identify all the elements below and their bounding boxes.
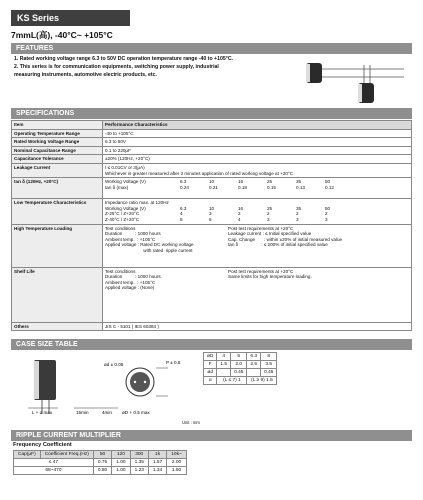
- case-cell: 8: [261, 353, 277, 361]
- low-temp-cell: 10: [209, 205, 215, 211]
- case-row: [204, 369, 277, 377]
- low-temp-cell: 25: [267, 205, 273, 211]
- ripple-cell: 1.50: [167, 467, 187, 475]
- tan-row: [105, 185, 354, 191]
- case-size-header: CASE SIZE TABLE: [11, 339, 412, 350]
- low-temp-caption: Impedance ratio max. at 120Hz: [105, 200, 169, 206]
- tan-cell: 16: [238, 179, 244, 185]
- spec-label: Leakage Current: [12, 163, 103, 177]
- series-subtitle: 7mmL(高), -40°C~ +105°C: [11, 30, 113, 40]
- spec-value: [103, 178, 412, 199]
- tan-cell: 0.18: [238, 184, 247, 190]
- tan-cell: tan δ (max): [105, 184, 129, 190]
- p-label: P ± 0.5: [166, 360, 181, 365]
- ripple-cell: 1.35: [130, 459, 148, 467]
- specifications-table: [11, 120, 412, 331]
- low-temp-cell: 2: [238, 211, 241, 217]
- low-temp-cell: Working Voltage (V): [105, 205, 146, 211]
- spec-label: Others: [12, 322, 103, 331]
- ripple-cell: 1.00: [112, 467, 130, 475]
- spec-label: Capacitance Tolerance: [12, 155, 103, 164]
- ripple-head-cell: 300: [130, 451, 148, 459]
- case-drawing: [18, 352, 198, 420]
- spec-perf-header: Performance Characteristics: [103, 121, 412, 130]
- case-cell: F: [204, 361, 217, 369]
- case-cell: 2.0: [231, 361, 247, 369]
- ripple-row: [14, 459, 187, 467]
- low-temp-cell: 3: [325, 216, 328, 222]
- spec-value: ±20% (120Hz, +20°C): [103, 155, 412, 164]
- low-temp-cell: 3: [267, 216, 270, 222]
- case-cell: α: [204, 377, 217, 385]
- spec-row-high-temp: [12, 224, 412, 267]
- high-temp-left-line: Duration : 1000 hours: [105, 231, 161, 237]
- ripple-cell: 0.80: [93, 467, 111, 475]
- spec-label: Low Temperature Characteristics: [12, 199, 103, 224]
- ripple-head-cell: 50: [93, 451, 111, 459]
- case-cell: 5: [231, 353, 247, 361]
- low-temp-cell: 2: [325, 211, 328, 217]
- low-temp-cell: 6.3: [180, 205, 187, 211]
- ripple-cell: ≤ 47: [14, 459, 94, 467]
- tan-cell: Working Voltage (V): [105, 179, 146, 185]
- ripple-cell: 1.34: [148, 467, 166, 475]
- spec-row-others: [12, 322, 412, 331]
- spec-value: 6.3 to 50V: [103, 138, 412, 147]
- spec-label: Nominal Capacitance Range: [12, 146, 103, 155]
- ripple-cell: 1.57: [148, 459, 166, 467]
- spec-value: [103, 224, 412, 267]
- low-temp-cell: 4: [238, 216, 241, 222]
- ripple-head-row: [14, 451, 187, 459]
- d1-label: ød ± 0.05: [104, 362, 124, 367]
- spec-item-header: Item: [12, 121, 103, 130]
- ripple-cell: 1.00: [112, 459, 130, 467]
- case-row: [204, 353, 277, 361]
- case-cell: 0.45: [261, 369, 277, 377]
- spec-label: Shelf Life: [12, 267, 103, 322]
- tan-cell: 0.21: [209, 184, 218, 190]
- spec-row: [12, 129, 412, 138]
- spec-row: [12, 146, 412, 155]
- case-cell: øD: [204, 353, 217, 361]
- low-temp-table: [105, 206, 354, 223]
- low-temp-row: [105, 217, 354, 223]
- tan-cell: 0.13: [296, 184, 305, 190]
- case-cell: [247, 369, 261, 377]
- tan-table: [105, 179, 354, 190]
- low-temp-cell: Z-40°C / Z+20°C: [105, 216, 140, 222]
- shelf-right-line: Post test requirements at +20°C: [228, 268, 294, 274]
- high-temp-left-line: with rated ripple current: [105, 247, 193, 253]
- ripple-table: [13, 450, 187, 475]
- high-temp-right-line: Cap. Change : within ±20% of initial measured value: [228, 236, 343, 242]
- ripple-subtitle: Frequency Coefficient: [13, 442, 72, 448]
- spec-row-shelf: [12, 267, 412, 322]
- feature-line: 1. Rated working voltage range 6.3 to 50V DC operation temperature range -40 to +105°C.: [14, 56, 234, 62]
- spec-row-leakage: [12, 163, 412, 177]
- spec-value: JIS C - 5101 ( IES 60384 ): [103, 322, 412, 331]
- low-temp-cell: 2: [296, 211, 299, 217]
- case-cell: 6.3: [247, 353, 261, 361]
- low-temp-cell: Z-25°C / Z+20°C: [105, 211, 140, 217]
- shelf-left-line: Duration : 1000 hours: [105, 274, 161, 280]
- spec-label: Rated Working Voltage Range: [12, 138, 103, 147]
- tan-cell: 50: [325, 179, 331, 185]
- case-cell: 1.5: [217, 361, 231, 369]
- spec-row: [12, 138, 412, 147]
- ripple-cell: 1.23: [130, 467, 148, 475]
- ripple-head-cell: Coefficient Freq.(Hz): [40, 451, 93, 459]
- feature-line: measuring instruments, automotive electric products, etc.: [14, 72, 157, 78]
- shelf-left-line: Applied voltage : (None): [105, 285, 155, 291]
- low-temp-cell: 16: [238, 205, 244, 211]
- low-temp-cell: 50: [325, 205, 331, 211]
- ripple-header: RIPPLE CURRENT MULTIPLIER: [11, 430, 412, 441]
- lead-label: 15min: [76, 410, 89, 415]
- low-temp-cell: 3: [209, 211, 212, 217]
- ripple-head-cell: 10k~: [167, 451, 187, 459]
- leakage-line: Whichever is greater measured after 2 minutes application of rated working voltage at +20°C: [105, 170, 294, 176]
- case-cell: 4: [217, 353, 231, 361]
- high-temp-left-line: Ambient temp. : +105°C: [105, 236, 156, 242]
- case-cell: (L ≤ 7) 1: [217, 377, 247, 385]
- spec-row-tan: [12, 178, 412, 199]
- high-temp-right-line: Post test requirements at +20°C: [228, 225, 294, 231]
- shelf-right-line: Same limits for high temperature loading.: [228, 274, 312, 280]
- spec-label: High Temperature Loading: [12, 224, 103, 267]
- high-temp-left-line: Applied voltage : Rated DC working voltage: [105, 242, 194, 248]
- tan-cell: 10: [209, 179, 215, 185]
- low-temp-cell: 8: [180, 216, 183, 222]
- shelf-left-line: Test conditions: [105, 268, 136, 274]
- low-temp-cell: 6: [209, 216, 212, 222]
- ripple-cell: 0.75: [93, 459, 111, 467]
- high-temp-right-line: Leakage current : ≤ Initial specified value: [228, 231, 312, 237]
- case-cell: ød: [204, 369, 217, 377]
- tan-cell: 35: [296, 179, 302, 185]
- feature-line: 2. This series is for communication equipments, switching power supply, industrial: [14, 64, 219, 70]
- low-temp-cell: 4: [180, 211, 183, 217]
- high-temp-left-line: Test conditions: [105, 225, 136, 231]
- case-cell: 3.5: [261, 361, 277, 369]
- ripple-head-cell: Cap(μF): [14, 451, 41, 459]
- shelf-left-line: Ambient temp. : +105°C: [105, 279, 156, 285]
- tan-cell: 0.12: [325, 184, 334, 190]
- low-temp-cell: 35: [296, 205, 302, 211]
- spec-value: [103, 199, 412, 224]
- tan-cell: 0.15: [267, 184, 276, 190]
- spec-row: [12, 155, 412, 164]
- d2-label: øD + 0.5 max: [122, 410, 150, 415]
- ripple-head-cell: 1k: [148, 451, 166, 459]
- lead2-label: 4min: [102, 410, 112, 415]
- ripple-cell: 68~470: [14, 467, 94, 475]
- spec-value: [103, 267, 412, 322]
- ripple-head-cell: 120: [112, 451, 130, 459]
- tan-cell: 6.3: [180, 179, 187, 185]
- features-header: FEATURES: [11, 43, 412, 54]
- low-temp-cell: 3: [296, 216, 299, 222]
- tan-cell: 0.24: [180, 184, 189, 190]
- case-row: [204, 377, 277, 385]
- low-temp-cell: 2: [267, 211, 270, 217]
- spec-header-row: [12, 121, 412, 130]
- specifications-header: SPECIFICATIONS: [11, 108, 412, 119]
- leakage-line: I ≤ 0.01CV or 3(μA): [105, 164, 145, 170]
- unit-label: Unit : mm: [182, 420, 200, 425]
- capacitor-image: [300, 55, 408, 107]
- spec-value: -40 to +105°C: [103, 129, 412, 138]
- case-cell: 0.45: [231, 369, 247, 377]
- case-cell: [217, 369, 231, 377]
- high-temp-right-line: tan δ : ≤ 200% of initial specified value: [228, 242, 328, 248]
- series-title: KS Series: [11, 10, 130, 26]
- case-cell: (L ≥ 9) 1.5: [247, 377, 277, 385]
- case-row: [204, 361, 277, 369]
- case-size-table: [203, 352, 277, 385]
- tan-cell: 25: [267, 179, 273, 185]
- spec-value: [103, 163, 412, 177]
- ripple-row: [14, 467, 187, 475]
- spec-label: tan δ (120Hz, +20°C): [12, 178, 103, 199]
- spec-label: Operating Temperature Range: [12, 129, 103, 138]
- l-label: L + α max: [32, 410, 53, 415]
- spec-row-low-temp: [12, 199, 412, 224]
- spec-value: 0.1 to 220μF: [103, 146, 412, 155]
- ripple-cell: 2.00: [167, 459, 187, 467]
- case-cell: 2.5: [247, 361, 261, 369]
